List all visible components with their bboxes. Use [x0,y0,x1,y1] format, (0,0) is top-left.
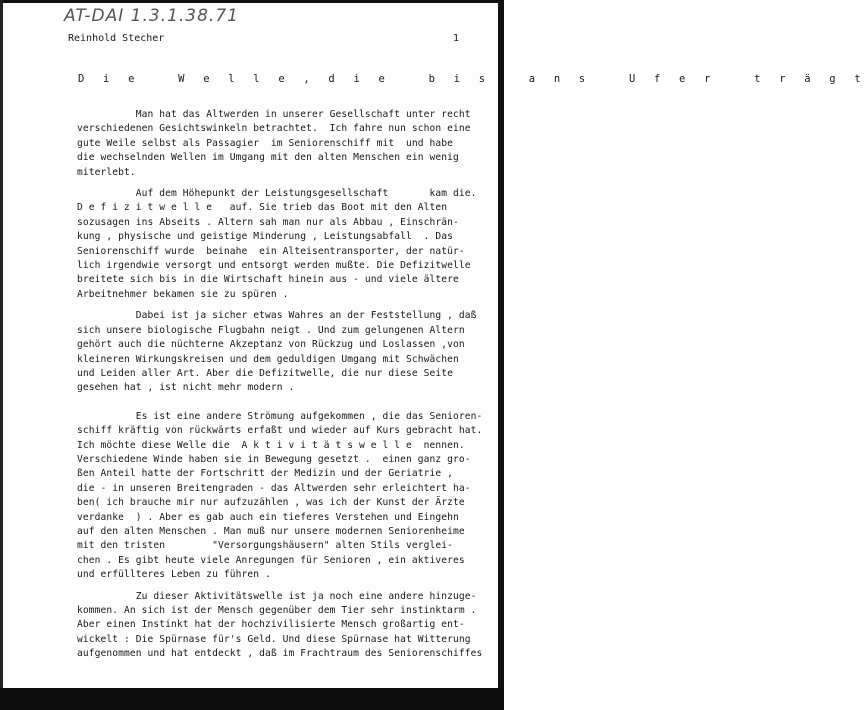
text-line: auf den alten Menschen . Man muß nur unsere modernen Seniorenheime [77,525,465,537]
text-line: gute Weile selbst als Passagier im Seniorenschiff mit und habe [77,137,454,149]
text-line: kleineren Wirkungskreisen und dem geduldigen Umgang mit Schwächen [77,353,459,365]
text-line: breitete sich bis in die Wirtschaft hinein aus - und viele ältere [77,274,459,286]
text-line: D e f i z i t w e l l e auf. Sie trieb das Boot mit den Alten [77,202,448,214]
paragraph-5 [77,590,497,662]
text-line: gehört auch die nüchterne Akzeptanz von Rückzug und Loslassen ,von [77,339,465,351]
author-name: Reinhold Stecher [68,33,165,44]
text-line: Es ist eine andere Strömung aufgekommen , die das Senioren- [77,410,483,422]
text-line: kung , physische und geistige Minderung , Leistungsabfall . Das [77,231,454,243]
text-line: Seniorenschiff wurde beinahe ein Alteisentransporter, der natür- [77,245,465,257]
text-line: gesehen hat , ist nicht mehr modern . [77,382,295,394]
text-line: die - in unseren Breitengraden - das Altwerden sehr erleichtert ha- [77,482,471,494]
text-line: mit den tristen "Versorgungshäusern" alten Stils verglei- [77,540,454,552]
text-line: kommen. An sich ist der Mensch gegenüber dem Tier sehr instinktarm . [77,605,477,616]
text-line: Arbeitnehmer bekamen sie zu spüren . [77,288,289,300]
paragraph-1 [77,108,497,180]
text-line: lich irgendwie versorgt und entsorgt werden mußte. Die Defizitwelle [77,260,471,272]
scan-border-left [0,0,3,710]
scan-border-right [498,0,504,710]
body-text [77,108,497,662]
text-line: die wechselnden Wellen im Umgang mit den alten Menschen ein wenig [77,152,459,164]
text-line: ben( ich brauche mir nur aufzuzählen , was ich der Kunst der Ärzte [77,497,465,509]
text-line: und erfüllteres Leben zu führen . [77,569,271,581]
text-line: Dabei ist ja sicher etwas Wahres an der Feststellung , daß [77,310,477,322]
text-line: Zu dieser Aktivitätswelle ist ja noch eine andere hinzuge- [77,590,477,602]
text-line: aufgenommen und hat entdeckt , daß im Frachtraum des Seniorenschiffes [77,648,483,660]
text-line: Ich möchte diese Welle die A k t i v i t ä t s w e l l e nennen. [77,439,465,451]
page-number: 1 [453,33,460,44]
text-line: miterlebt. [77,166,136,178]
text-line: und Leiden aller Art. Aber die Defizitwelle, die nur diese Seite [77,367,454,379]
paragraph-2 [77,187,497,302]
text-line: verdanke ) . Aber es gab auch ein tieferes Verstehen und Eingehn [77,511,459,523]
text-line: chen . Es gibt heute viele Anregungen für Senioren , ein aktiveres [77,554,465,566]
scan-border-bottom [0,688,504,710]
text-line: sich unsere biologische Flugbahn neigt . Und zum gelungenen Altern [77,324,465,336]
text-line: schiff kräftig von rückwärts erfaßt und wieder auf Kurs gebracht hat. [77,425,483,437]
scan-border-top [0,0,504,3]
text-line: Auf dem Höhepunkt der Leistungsgesellschaft kam die. [77,188,477,200]
text-line: wickelt : Die Spürnase für's Geld. Und diese Spürnase hat Witterung [77,633,471,645]
archive-stamp: AT-DAI 1.3.1.38.71 [64,6,239,26]
text-line: Verschiedene Winde haben sie in Bewegung gesetzt . einen ganz gro- [77,453,471,465]
text-line: Man hat das Altwerden in unserer Gesellschaft unter recht [77,109,471,120]
text-line: verschiedenen Gesichtswinkeln betrachtet. Ich fahre nun schon eine [77,123,471,135]
paragraph-3 [77,309,497,395]
text-line: sozusagen ins Abseits . Altern sah man nur als Abbau , Einschrän- [77,216,459,228]
paragraph-4 [77,410,497,583]
document-title: D i e W e l l e , d i e b i s a n s U f e r t r ä g t [78,73,867,85]
text-line: Aber einen Instinkt hat der hochzivilisierte Mensch großartig ent- [77,619,465,631]
text-line: ßen Anteil hatte der Fortschritt der Medizin und der Geriatrie , [77,468,454,480]
